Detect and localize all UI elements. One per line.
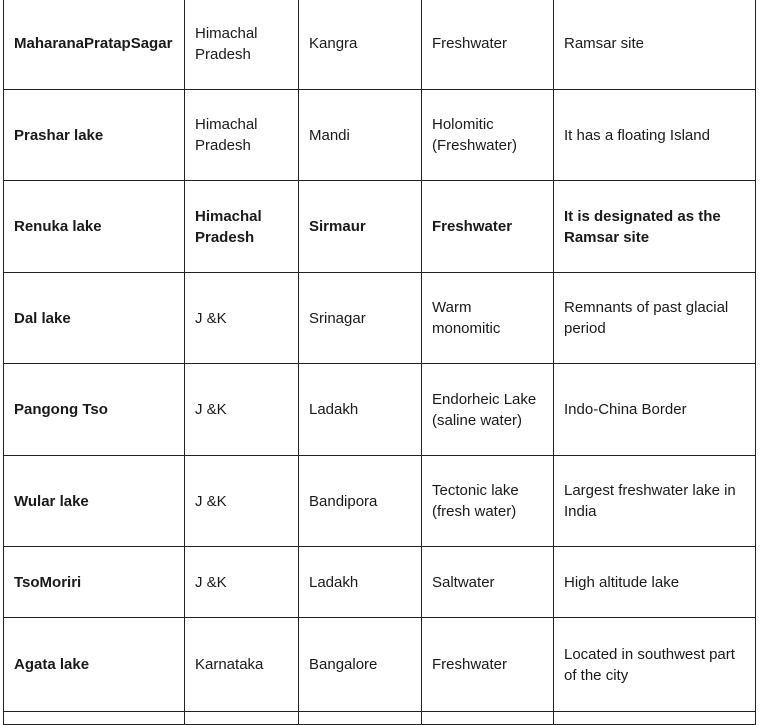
district-cell: Sirmaur [299,181,422,273]
table-row [4,0,756,90]
table-row-partial [4,712,756,725]
lake-name-cell: Pangong Tso [4,364,185,456]
note-cell: Largest freshwater lake in India [554,456,756,547]
note-cell: Remnants of past glacial period [554,273,756,364]
note-cell: It has a floating Island [554,90,756,181]
state-cell: J &K [185,547,299,618]
table-row [4,618,756,712]
district-cell: Ladakh [299,547,422,618]
lake-name-cell: Agata lake [4,618,185,712]
lake-type-cell: Warm monomitic [422,273,554,364]
note-cell: Indo-China Border [554,364,756,456]
lake-type-cell: Tectonic lake (fresh water) [422,456,554,547]
lakes-table [3,0,756,725]
empty-cell [299,712,422,725]
empty-cell [422,712,554,725]
lake-type-cell: Saltwater [422,547,554,618]
empty-cell [554,712,756,725]
lakes-table-body [4,0,756,725]
state-cell: Himachal Pradesh [185,0,299,90]
table-row [4,547,756,618]
state-cell: J &K [185,273,299,364]
district-cell: Bandipora [299,456,422,547]
empty-cell [4,712,185,725]
lake-name-cell: MaharanaPratapSagar [4,0,185,90]
lake-type-cell: Endorheic Lake (saline water) [422,364,554,456]
table-row [4,456,756,547]
note-cell: Ramsar site [554,0,756,90]
note-cell: It is designated as the Ramsar site [554,181,756,273]
table-row [4,181,756,273]
lake-name-cell: Dal lake [4,273,185,364]
lake-name-cell: Renuka lake [4,181,185,273]
state-cell: J &K [185,364,299,456]
lake-type-cell: Holomitic (Freshwater) [422,90,554,181]
lake-type-cell: Freshwater [422,181,554,273]
state-cell: J &K [185,456,299,547]
lake-type-cell: Freshwater [422,618,554,712]
district-cell: Ladakh [299,364,422,456]
table-row [4,90,756,181]
state-cell: Himachal Pradesh [185,90,299,181]
empty-cell [185,712,299,725]
lake-type-cell: Freshwater [422,0,554,90]
lake-name-cell: TsoMoriri [4,547,185,618]
district-cell: Srinagar [299,273,422,364]
district-cell: Kangra [299,0,422,90]
note-cell: High altitude lake [554,547,756,618]
district-cell: Mandi [299,90,422,181]
state-cell: Himachal Pradesh [185,181,299,273]
note-cell: Located in southwest part of the city [554,618,756,712]
lake-name-cell: Wular lake [4,456,185,547]
table-row [4,273,756,364]
state-cell: Karnataka [185,618,299,712]
district-cell: Bangalore [299,618,422,712]
lake-name-cell: Prashar lake [4,90,185,181]
table-row [4,364,756,456]
